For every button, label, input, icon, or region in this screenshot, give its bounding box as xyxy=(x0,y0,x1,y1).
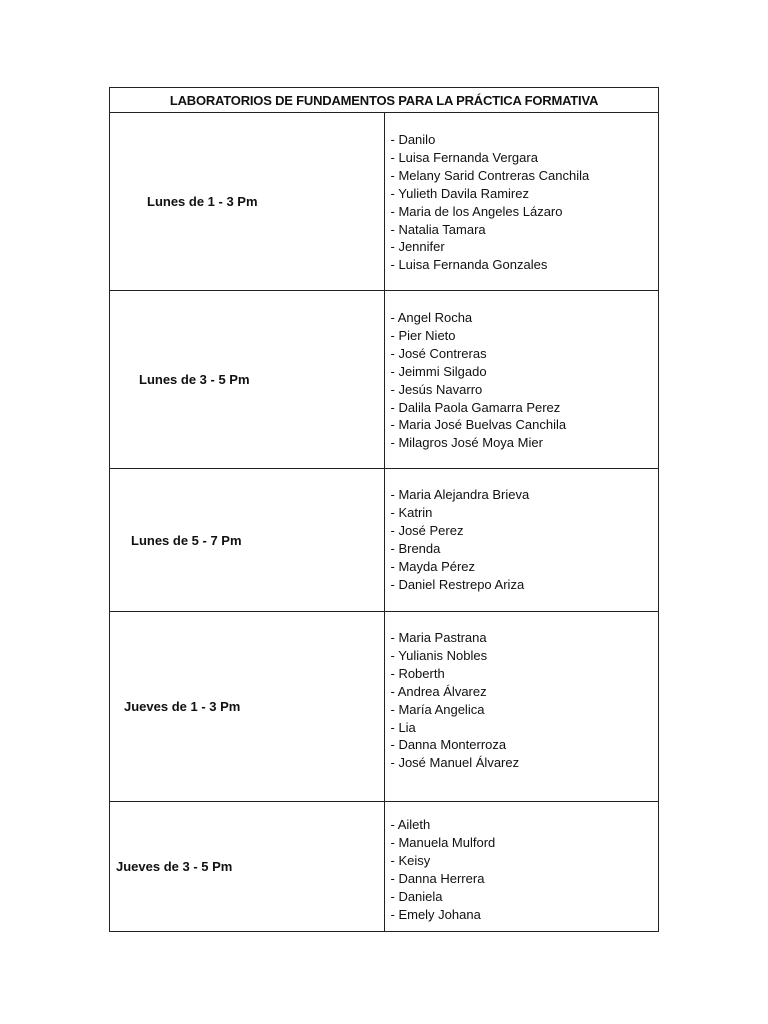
session-names-cell xyxy=(384,113,659,291)
names-list xyxy=(385,469,659,593)
session-row xyxy=(110,291,659,469)
session-time: Jueves de 1 - 3 Pm xyxy=(124,699,241,714)
student-name: - Jeimmi Silgado xyxy=(390,363,487,379)
student-name: - José Perez xyxy=(390,522,464,538)
student-name: - Emely Johana xyxy=(390,906,481,922)
student-name: - Lia xyxy=(390,719,416,735)
schedule-table xyxy=(109,87,659,932)
session-row xyxy=(110,469,659,612)
student-name: - Daniel Restrepo Ariza xyxy=(390,576,525,592)
student-name: - Maria José Buelvas Canchila xyxy=(390,417,567,433)
session-time-cell xyxy=(110,113,385,291)
student-name: - Jesús Navarro xyxy=(390,381,483,397)
names-list xyxy=(385,113,659,274)
session-time: Lunes de 1 - 3 Pm xyxy=(147,194,258,209)
session-names-cell xyxy=(384,802,659,932)
student-name: - Danna Monterroza xyxy=(390,737,507,753)
session-names-cell xyxy=(384,469,659,612)
student-name: - Angel Rocha xyxy=(390,310,473,325)
student-name: - Jennifer xyxy=(390,239,445,255)
session-row xyxy=(110,802,659,932)
student-name: - Milagros José Moya Mier xyxy=(390,435,543,451)
student-name: - Yulieth Davila Ramirez xyxy=(390,185,529,201)
student-name: - Brenda xyxy=(390,540,441,556)
student-name: - Luisa Fernanda Gonzales xyxy=(390,257,548,273)
student-name: - Mayda Pérez xyxy=(390,558,476,574)
student-name: - Maria de los Angeles Lázaro xyxy=(390,203,563,219)
student-name: - Pier Nieto xyxy=(390,327,456,343)
document-title: LABORATORIOS DE FUNDAMENTOS PARA LA PRÁCTICA FORMATIVA xyxy=(110,88,659,113)
student-name: - Dalila Paola Gamarra Perez xyxy=(390,399,561,415)
session-time-cell xyxy=(110,612,385,802)
student-name: - Maria Pastrana xyxy=(390,630,487,645)
student-name: - José Contreras xyxy=(390,345,487,361)
student-name: - Katrin xyxy=(390,504,433,520)
names-list xyxy=(385,612,659,772)
session-names-cell xyxy=(384,291,659,469)
title-row xyxy=(110,88,659,113)
session-time-cell xyxy=(110,291,385,469)
student-name: - Andrea Álvarez xyxy=(390,683,487,699)
session-time-cell xyxy=(110,802,385,932)
student-name: - Maria Alejandra Brieva xyxy=(390,487,530,502)
student-name: - Luisa Fernanda Vergara xyxy=(390,149,538,165)
session-row xyxy=(110,612,659,802)
student-name: - José Manuel Álvarez xyxy=(390,755,520,771)
student-name: - Melany Sarid Contreras Canchila xyxy=(390,167,590,183)
student-name: - Danna Herrera xyxy=(390,870,485,886)
student-name: - Daniela xyxy=(390,888,443,904)
student-name: - Natalia Tamara xyxy=(390,221,486,237)
session-time: Lunes de 3 - 5 Pm xyxy=(139,372,250,387)
names-list xyxy=(385,802,659,923)
session-time: Jueves de 3 - 5 Pm xyxy=(116,859,233,874)
student-name: - Manuela Mulford xyxy=(390,834,496,850)
session-time-cell xyxy=(110,469,385,612)
names-list xyxy=(385,291,659,452)
session-names-cell xyxy=(384,612,659,802)
student-name: - Aileth xyxy=(390,817,431,832)
session-row xyxy=(110,113,659,291)
student-name: - Roberth xyxy=(390,665,445,681)
student-name: - María Angelica xyxy=(390,701,485,717)
student-name: - Keisy xyxy=(390,852,431,868)
student-name: - Danilo xyxy=(390,132,436,147)
student-name: - Yulianis Nobles xyxy=(390,647,488,663)
session-time: Lunes de 5 - 7 Pm xyxy=(131,532,242,548)
